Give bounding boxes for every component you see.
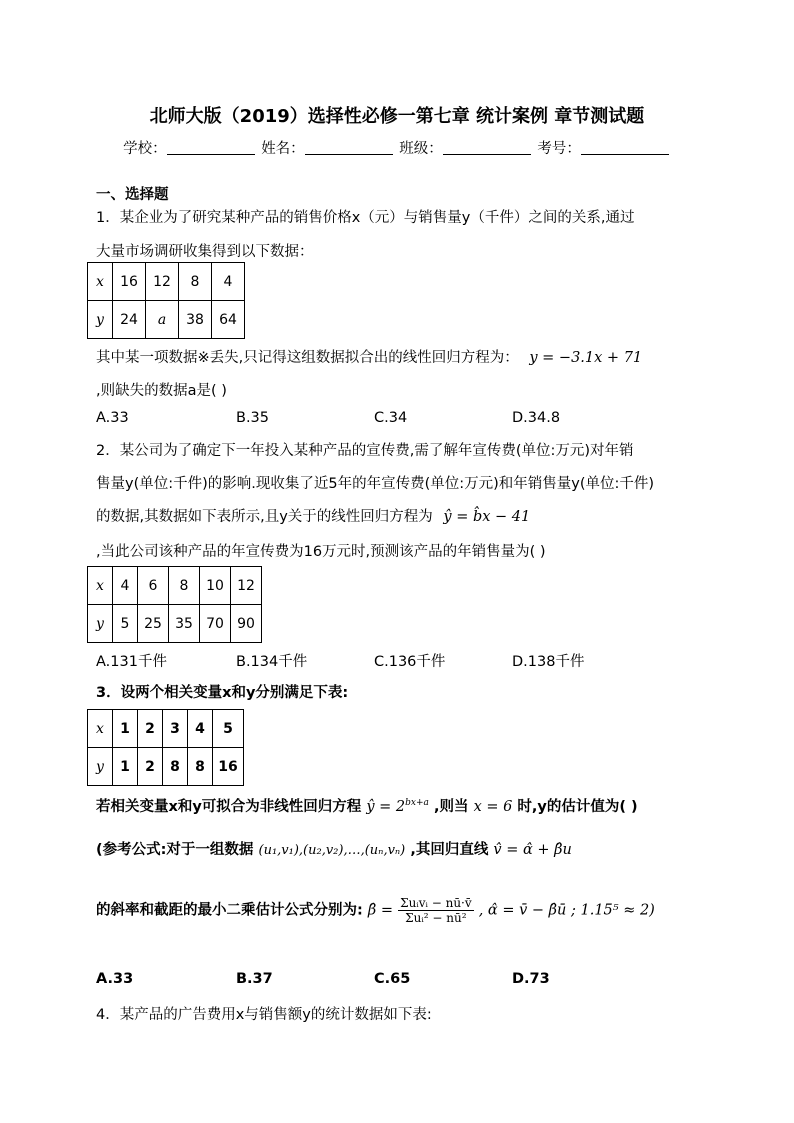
q2-equation: ŷ = b̂x − 41 [443,509,531,525]
table-cell: a [146,301,179,339]
q3-data-points: (u₁,v₁),(u₂,v₂),…,(uₙ,vₙ) [258,843,406,858]
table-cell: y [88,605,113,643]
table-cell: 2 [138,710,163,748]
q1-line3 [96,346,642,367]
q3-line4 [96,896,655,925]
q3-alpha-formula: , α̂ = v̄ − β̂ū ; 1.15⁵ ≈ 2) [478,902,655,919]
q1-line3-text: 其中某一项数据※丢失,只记得这组数据拟合出的线性回归方程为： [96,350,519,366]
fraction-denominator: Σuᵢ² − nū² [405,911,467,925]
table-cell: 24 [113,301,146,339]
table-cell: 64 [212,301,245,339]
q3-line2-text-c: 时,y的估计值为( ) [517,799,638,815]
table-cell: 8 [188,748,213,786]
q3-beta-hat: β̂ = [367,902,394,919]
q2-line3-text: 的数据,其数据如下表所示,且y关于的线性回归方程为 [96,509,433,525]
table-cell: 12 [146,263,179,301]
q2-line1: 2．某公司为了确定下一年投入某种产品的宣传费,需了解年宣传费(单位:万元)对年销 [96,443,634,459]
table-cell: 5 [213,710,244,748]
q1-table [87,262,245,339]
fraction-numerator: Σuᵢvᵢ − nū·v̄ [400,896,472,910]
option-c[interactable]: C.34 [374,410,408,426]
table-cell: 8 [179,263,212,301]
table-cell: y [88,301,113,339]
q2-options [96,650,696,670]
section-heading: 一、选择题 [96,187,169,203]
table-cell: 3 [163,710,188,748]
option-b[interactable]: B.134千件 [236,654,308,670]
option-a[interactable]: A.33 [96,410,129,426]
id-label: 考号： [537,141,581,157]
table-cell: x [88,710,113,748]
table-cell: x [88,263,113,301]
option-d[interactable]: D.34.8 [512,410,561,426]
table-cell: 6 [138,567,169,605]
q3-beta-fraction [398,896,474,925]
q3-line3 [96,838,572,859]
table-cell: 16 [113,263,146,301]
q3-eq-exponent: bx+a [405,798,429,809]
q3-line4-text-a: 的斜率和截距的最小二乘估计公式分别为: [96,902,363,919]
q4-line1: 4．某产品的广告费用x与销售额y的统计数据如下表: [96,1007,432,1023]
table-cell: 1 [113,710,138,748]
q1-options [96,410,696,430]
q3-table [87,709,244,786]
table-cell: 8 [169,567,200,605]
table-cell: 16 [213,748,244,786]
q3-line1: 3．设两个相关变量x和y分别满足下表: [96,685,349,701]
q1-line1: 1．某企业为了研究某种产品的销售价格x（元）与销售量y（千件）之间的关系,通过 [96,210,635,226]
table-cell: 38 [179,301,212,339]
table-cell: 10 [200,567,231,605]
class-label: 班级： [399,141,443,157]
option-a[interactable]: A.131千件 [96,654,167,670]
table-cell: 1 [113,748,138,786]
table-cell: 2 [138,748,163,786]
table-cell: 5 [113,605,138,643]
q3-eq-base: ŷ = 2 [366,799,406,815]
q2-line4: ,当此公司该种产品的年宣传费为16万元时,预测该产品的年销售量为( ) [96,544,546,560]
option-b[interactable]: B.35 [236,410,270,426]
q3-line3-text-b: ,其回归直线 [410,842,489,858]
table-cell: y [88,748,113,786]
table-cell: 4 [188,710,213,748]
name-blank[interactable] [305,140,393,155]
q3-options [96,971,696,991]
option-d[interactable]: D.73 [512,971,550,987]
school-label: 学校： [123,141,167,157]
table-cell: 25 [138,605,169,643]
class-blank[interactable] [443,140,531,155]
q3-x-value: x = 6 [473,799,513,815]
q3-regression-line: v̂ = α̂ + β̂u [493,842,572,858]
table-cell: 70 [200,605,231,643]
option-b[interactable]: B.37 [236,971,273,987]
q3-line3-text-a: (参考公式:对于一组数据 [96,842,254,858]
q1-line2: 大量市场调研收集得到以下数据： [96,244,314,260]
school-blank[interactable] [167,140,255,155]
table-cell: x [88,567,113,605]
q1-line4: ,则缺失的数据a是( ) [96,383,227,399]
q2-table [87,566,262,643]
option-d[interactable]: D.138千件 [512,654,585,670]
table-cell: 8 [163,748,188,786]
student-info-line [0,137,794,158]
q3-nonlinear-equation [366,799,429,815]
q2-line2: 售量y(单位:千件)的影响.现收集了近5年的年宣传费(单位:万元)和年销售量y(单位:千件) [96,476,655,492]
q3-line2-text-a: 若相关变量x和y可拟合为非线性回归方程 [96,799,362,815]
table-cell: 4 [212,263,245,301]
table-cell: 12 [231,567,262,605]
q2-line3 [96,505,530,526]
q1-equation: y = −3.1x + 71 [529,350,643,366]
table-cell: 4 [113,567,138,605]
option-c[interactable]: C.65 [374,971,411,987]
page-title: 北师大版（2019）选择性必修一第七章 统计案例 章节测试题 [149,106,645,127]
id-blank[interactable] [581,140,669,155]
name-label: 姓名： [261,141,305,157]
table-cell: 35 [169,605,200,643]
q3-line2-text-b: ,则当 [433,799,469,815]
option-a[interactable]: A.33 [96,971,134,987]
option-c[interactable]: C.136千件 [374,654,446,670]
q3-line2 [96,795,638,816]
table-cell: 90 [231,605,262,643]
